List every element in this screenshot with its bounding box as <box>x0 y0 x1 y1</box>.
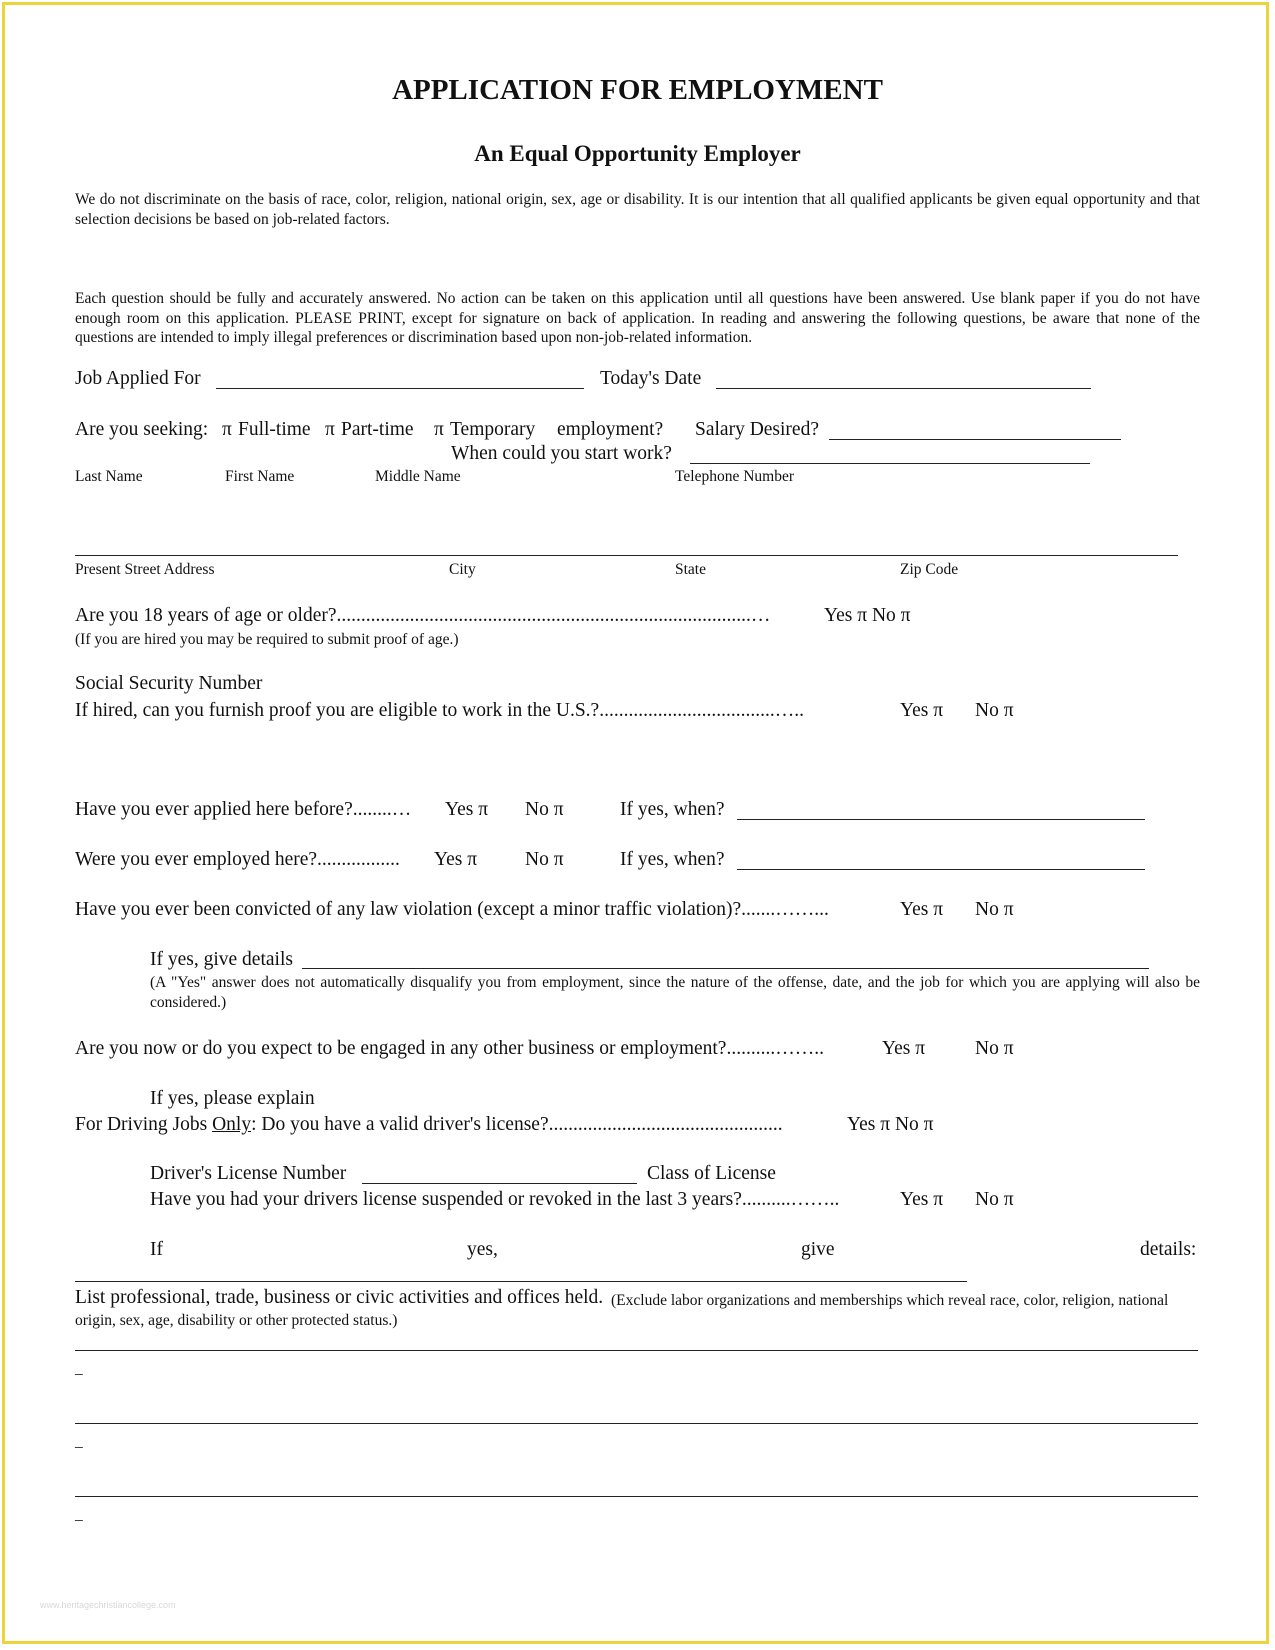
part-time-checkbox[interactable]: π <box>325 419 335 440</box>
salary-field[interactable] <box>829 439 1121 440</box>
employed-yes[interactable]: Yes π <box>434 849 478 870</box>
last-name-label: Last Name <box>75 468 143 485</box>
full-time-checkbox[interactable]: π <box>222 419 232 440</box>
driving-prefix: For Driving Jobs <box>75 1114 213 1135</box>
license-number-label: Driver's License Number <box>150 1163 347 1184</box>
employed-when-field[interactable] <box>737 869 1145 870</box>
conviction-yes[interactable]: Yes π <box>900 899 944 920</box>
activities-note: (Exclude labor organizations and memberships which reveal race, color, religion, national origin, sex, age, disability or other protected status.) <box>75 1292 1169 1329</box>
other-business-explain: If yes, please explain <box>150 1088 315 1109</box>
suspended-details-label: details: <box>1140 1239 1197 1260</box>
page-subtitle: An Equal Opportunity Employer <box>474 141 801 166</box>
activities-line-3[interactable] <box>75 1496 1198 1497</box>
full-time-label: Full-time <box>238 419 311 440</box>
conviction-details-field[interactable] <box>302 968 1149 969</box>
temporary-checkbox[interactable]: π <box>434 419 444 440</box>
employed-before-question: Were you ever employed here?................. <box>75 849 400 870</box>
license-number-field[interactable] <box>362 1183 637 1184</box>
suspended-details-yes: yes, <box>467 1239 498 1260</box>
suspended-details-give: give <box>801 1239 835 1260</box>
suspended-details-field[interactable] <box>75 1281 967 1282</box>
activities-line-2[interactable] <box>75 1423 1198 1424</box>
salary-label: Salary Desired? <box>695 419 819 440</box>
driving-license-question: : Do you have a valid driver's license?................................................ <box>251 1114 783 1135</box>
eligibility-yes[interactable]: Yes π <box>900 700 944 721</box>
watermark: www.heritagechristiancollege.com <box>40 1600 176 1610</box>
city-label: City <box>449 561 476 578</box>
license-yes-no[interactable]: Yes π No π <box>847 1114 934 1135</box>
conviction-note: (A "Yes" answer does not automatically disqualify you from employment, since the nature of the offense, date, and the job for which you are applying will also be considered.) <box>150 974 1200 1011</box>
telephone-label: Telephone Number <box>675 468 794 485</box>
todays-date-label: Today's Date <box>600 368 702 389</box>
street-address-label: Present Street Address <box>75 561 215 578</box>
conviction-details-label: If yes, give details <box>150 949 293 970</box>
nondiscrimination-paragraph: We do not discriminate on the basis of race, color, religion, national origin, sex, age or disability. It is our intention that all qualified applicants be given equal opportunity and that selection decisions be based on job-related factors. <box>75 191 1200 228</box>
instructions-paragraph: Each question should be fully and accurately answered. No action can be taken on this application until all questions have been answered. Use blank paper if you do not have enough room on this application. PLEASE PRINT, except for signature on back of application. In reading and answering the following questions, be aware that none of the questions are intended to imply illegal preferences or discrimination based upon non-job-related information. <box>75 290 1200 346</box>
suspended-no[interactable]: No π <box>975 1189 1014 1210</box>
employed-when-label: If yes, when? <box>620 849 725 870</box>
address-field[interactable] <box>75 555 1178 556</box>
other-business-question: Are you now or do you expect to be engaged in any other business or employment?..........…….. <box>75 1038 824 1059</box>
activities-line-1[interactable] <box>75 1350 1198 1351</box>
applied-when-label: If yes, when? <box>620 799 725 820</box>
age-yes-no[interactable]: Yes π No π <box>824 605 911 626</box>
ssn-label: Social Security Number <box>75 673 263 694</box>
other-business-no[interactable]: No π <box>975 1038 1014 1059</box>
suspended-yes[interactable]: Yes π <box>900 1189 944 1210</box>
driving-only: Only <box>212 1114 252 1135</box>
job-applied-field[interactable] <box>216 388 584 389</box>
driving-question <box>75 1114 783 1136</box>
applied-yes[interactable]: Yes π <box>445 799 489 820</box>
first-name-label: First Name <box>225 468 295 485</box>
age-note: (If you are hired you may be required to submit proof of age.) <box>75 631 459 648</box>
eligibility-no[interactable]: No π <box>975 700 1014 721</box>
middle-name-label: Middle Name <box>375 468 461 485</box>
start-work-label: When could you start work? <box>451 443 672 464</box>
suspended-details-if: If <box>150 1239 163 1260</box>
part-time-label: Part-time <box>341 419 414 440</box>
employment-question: employment? <box>557 419 664 440</box>
license-suspended-question: Have you had your drivers license suspended or revoked in the last 3 years?..........…….. <box>150 1189 840 1210</box>
activities-label: List professional, trade, business or civic activities and offices held. <box>75 1287 604 1308</box>
applied-no[interactable]: No π <box>525 799 564 820</box>
page-title: APPLICATION FOR EMPLOYMENT <box>392 74 883 106</box>
seeking-label: Are you seeking: <box>75 419 209 440</box>
age-question: Are you 18 years of age or older?.....................................................................................… <box>75 605 771 626</box>
conviction-question: Have you ever been convicted of any law violation (except a minor traffic violation)?.......……... <box>75 899 829 920</box>
start-work-field[interactable] <box>690 463 1090 464</box>
applied-when-field[interactable] <box>737 819 1145 820</box>
work-eligibility-question: If hired, can you furnish proof you are eligible to work in the U.S.?....................................….. <box>75 700 804 721</box>
zip-code-label: Zip Code <box>900 561 959 578</box>
temporary-label: Temporary <box>450 419 536 440</box>
applied-before-question: Have you ever applied here before?........… <box>75 799 412 820</box>
other-business-yes[interactable]: Yes π <box>882 1038 926 1059</box>
job-applied-label: Job Applied For <box>75 368 201 389</box>
state-label: State <box>675 561 706 578</box>
todays-date-field[interactable] <box>716 388 1091 389</box>
activities-stub-1: _ <box>75 1360 83 1377</box>
page-border <box>2 2 1269 1644</box>
employed-no[interactable]: No π <box>525 849 564 870</box>
license-class-label: Class of License <box>647 1163 776 1184</box>
conviction-no[interactable]: No π <box>975 899 1014 920</box>
activities-stub-3: _ <box>75 1506 83 1523</box>
activities-stub-2: _ <box>75 1433 83 1450</box>
